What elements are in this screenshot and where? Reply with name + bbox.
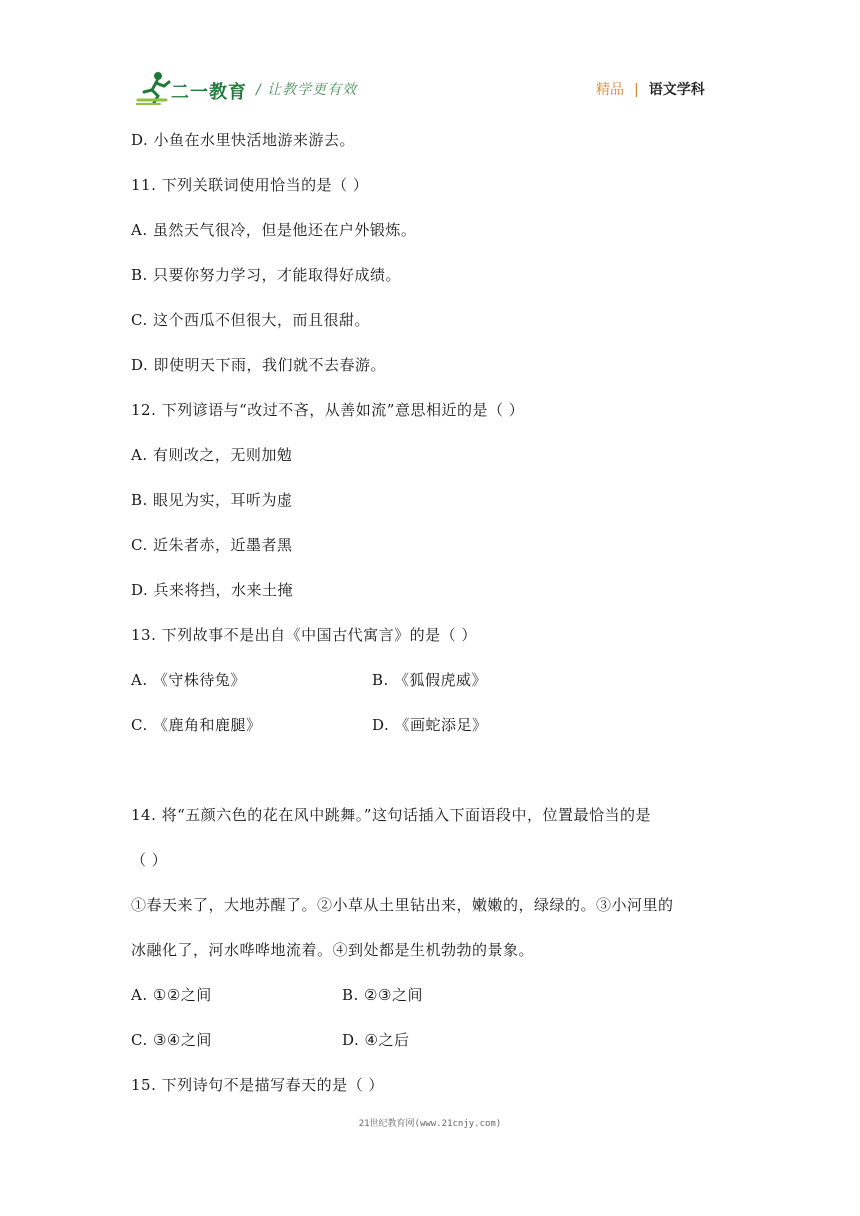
option-line: D. 小鱼在水里快活地游来游去。 (131, 131, 356, 149)
question-11: 11. 下列关联词使用恰当的是（ ） (131, 176, 369, 194)
page-footer: 21世纪教育网(www.21cnjy.com) (358, 1119, 502, 1129)
option-line: C. 近朱者赤，近墨者黑 (131, 536, 293, 554)
passage-line: ①春天来了，大地苏醒了。②小草从土里钻出来，嫩嫩的，绿绿的。③小河里的 (131, 896, 674, 914)
option-line: A. 虽然天气很冷，但是他还在户外锻炼。 (131, 221, 417, 239)
option-line: A. 《守株待兔》 (131, 671, 246, 689)
question-13: 13. 下列故事不是出自《中国古代寓言》的是（ ） (131, 626, 477, 644)
option-line: A. ①②之间 (131, 986, 212, 1004)
passage-line: 冰融化了，河水哗哗地流着。④到处都是生机勃勃的景象。 (131, 941, 535, 959)
premium-label: 精品 (596, 82, 624, 98)
option-line: D. ④之后 (342, 1031, 410, 1049)
option-line: D. 兵来将挡，水来土掩 (131, 581, 294, 599)
option-line: C. 这个西瓜不但很大，而且很甜。 (131, 311, 370, 329)
option-line: C. ③④之间 (131, 1031, 212, 1049)
option-line: C. 《鹿角和鹿腿》 (131, 716, 262, 734)
question-12: 12. 下列谚语与“改过不吝，从善如流”意思相近的是（ ） (131, 401, 525, 419)
brand-slogan: / 让教学更有效 (256, 82, 358, 98)
question-15: 15. 下列诗句不是描写春天的是（ ） (131, 1076, 384, 1094)
subject-label: 语文学科 (648, 82, 705, 98)
option-line: D. 即使明天下雨，我们就不去春游。 (131, 356, 387, 374)
brand-name: 二一教育 (171, 82, 247, 103)
header-separator: | (634, 82, 639, 98)
header-subject-info (596, 79, 705, 99)
option-line: B. 眼见为实，耳听为虚 (131, 491, 293, 509)
option-line: D. 《画蛇添足》 (372, 716, 488, 734)
option-line: B. 只要你努力学习，才能取得好成绩。 (131, 266, 402, 284)
option-line: B. 《狐假虎威》 (372, 671, 488, 689)
option-line: B. ②③之间 (342, 986, 423, 1004)
page-header (0, 0, 860, 120)
question-14: 14. 将“五颜六色的花在风中跳舞。”这句话插入下面语段中，位置最恰当的是 (131, 806, 651, 824)
option-line: A. 有则改之，无则加勉 (131, 446, 293, 464)
answer-paren: （ ） (131, 851, 168, 869)
